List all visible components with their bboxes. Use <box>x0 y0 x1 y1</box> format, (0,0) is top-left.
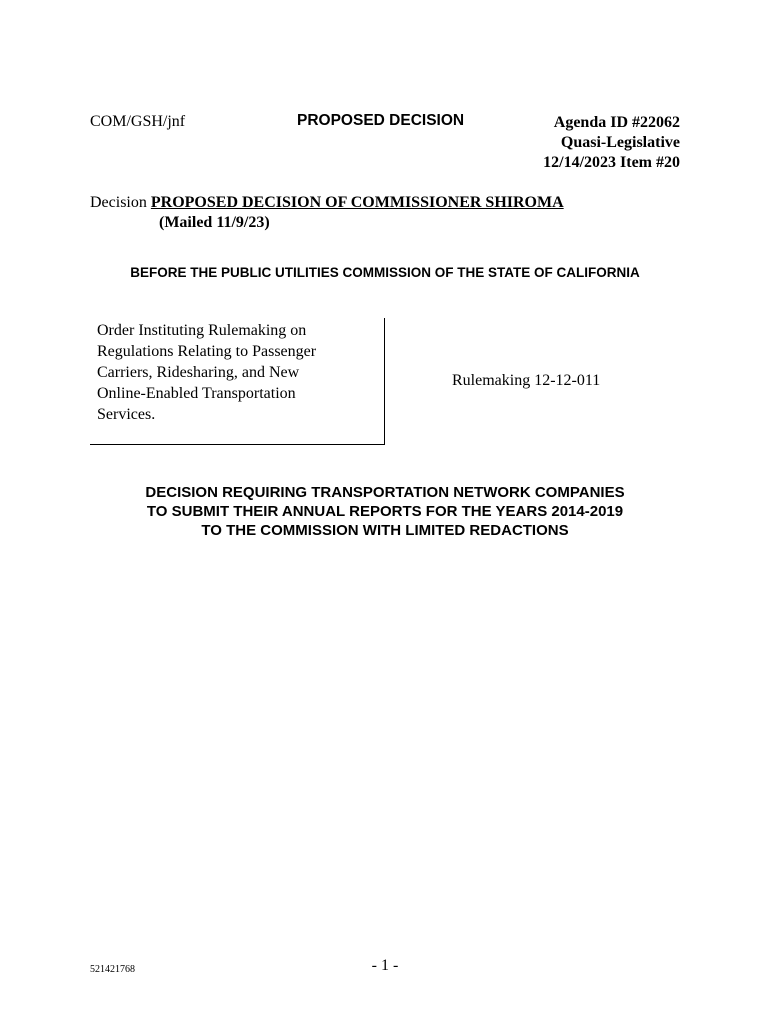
agenda-id: Agenda ID #22062 <box>553 114 680 131</box>
caption-line: Carriers, Ridesharing, and New <box>97 364 300 381</box>
page-number: - 1 - <box>371 957 399 974</box>
agenda-date-item: 12/14/2023 Item #20 <box>543 154 680 171</box>
case-caption-box <box>90 318 385 445</box>
mailed-date: (Mailed 11/9/23) <box>159 214 270 231</box>
header-proposed-decision: PROPOSED DECISION <box>297 112 465 129</box>
caption-line: Regulations Relating to Passenger <box>97 343 317 360</box>
caption-text <box>97 320 377 425</box>
before-commission-line: BEFORE THE PUBLIC UTILITIES COMMISSION OF THE STATE OF CALIFORNIA <box>130 265 640 280</box>
main-title-line: DECISION REQUIRING TRANSPORTATION NETWORK COMPANIES <box>145 484 625 501</box>
caption-line: Online-Enabled Transportation <box>97 385 296 402</box>
header-docket-code: COM/GSH/jnf <box>90 113 186 130</box>
caption-line: Services. <box>97 406 156 423</box>
header-agenda-block <box>543 113 680 173</box>
document-number: 521421768 <box>90 964 135 975</box>
decision-title: PROPOSED DECISION OF COMMISSIONER SHIROMA <box>150 194 564 211</box>
rulemaking-number: Rulemaking 12-12-011 <box>452 372 601 389</box>
decision-line <box>90 194 564 212</box>
main-title-line: TO THE COMMISSION WITH LIMITED REDACTIONS <box>201 522 569 539</box>
proceeding-type: Quasi-Legislative <box>560 134 680 151</box>
decision-label: Decision <box>90 194 147 211</box>
caption-line: Order Instituting Rulemaking on <box>97 322 307 339</box>
decision-main-title <box>0 483 770 540</box>
main-title-line: TO SUBMIT THEIR ANNUAL REPORTS FOR THE YEARS 2014-2019 <box>146 503 624 520</box>
